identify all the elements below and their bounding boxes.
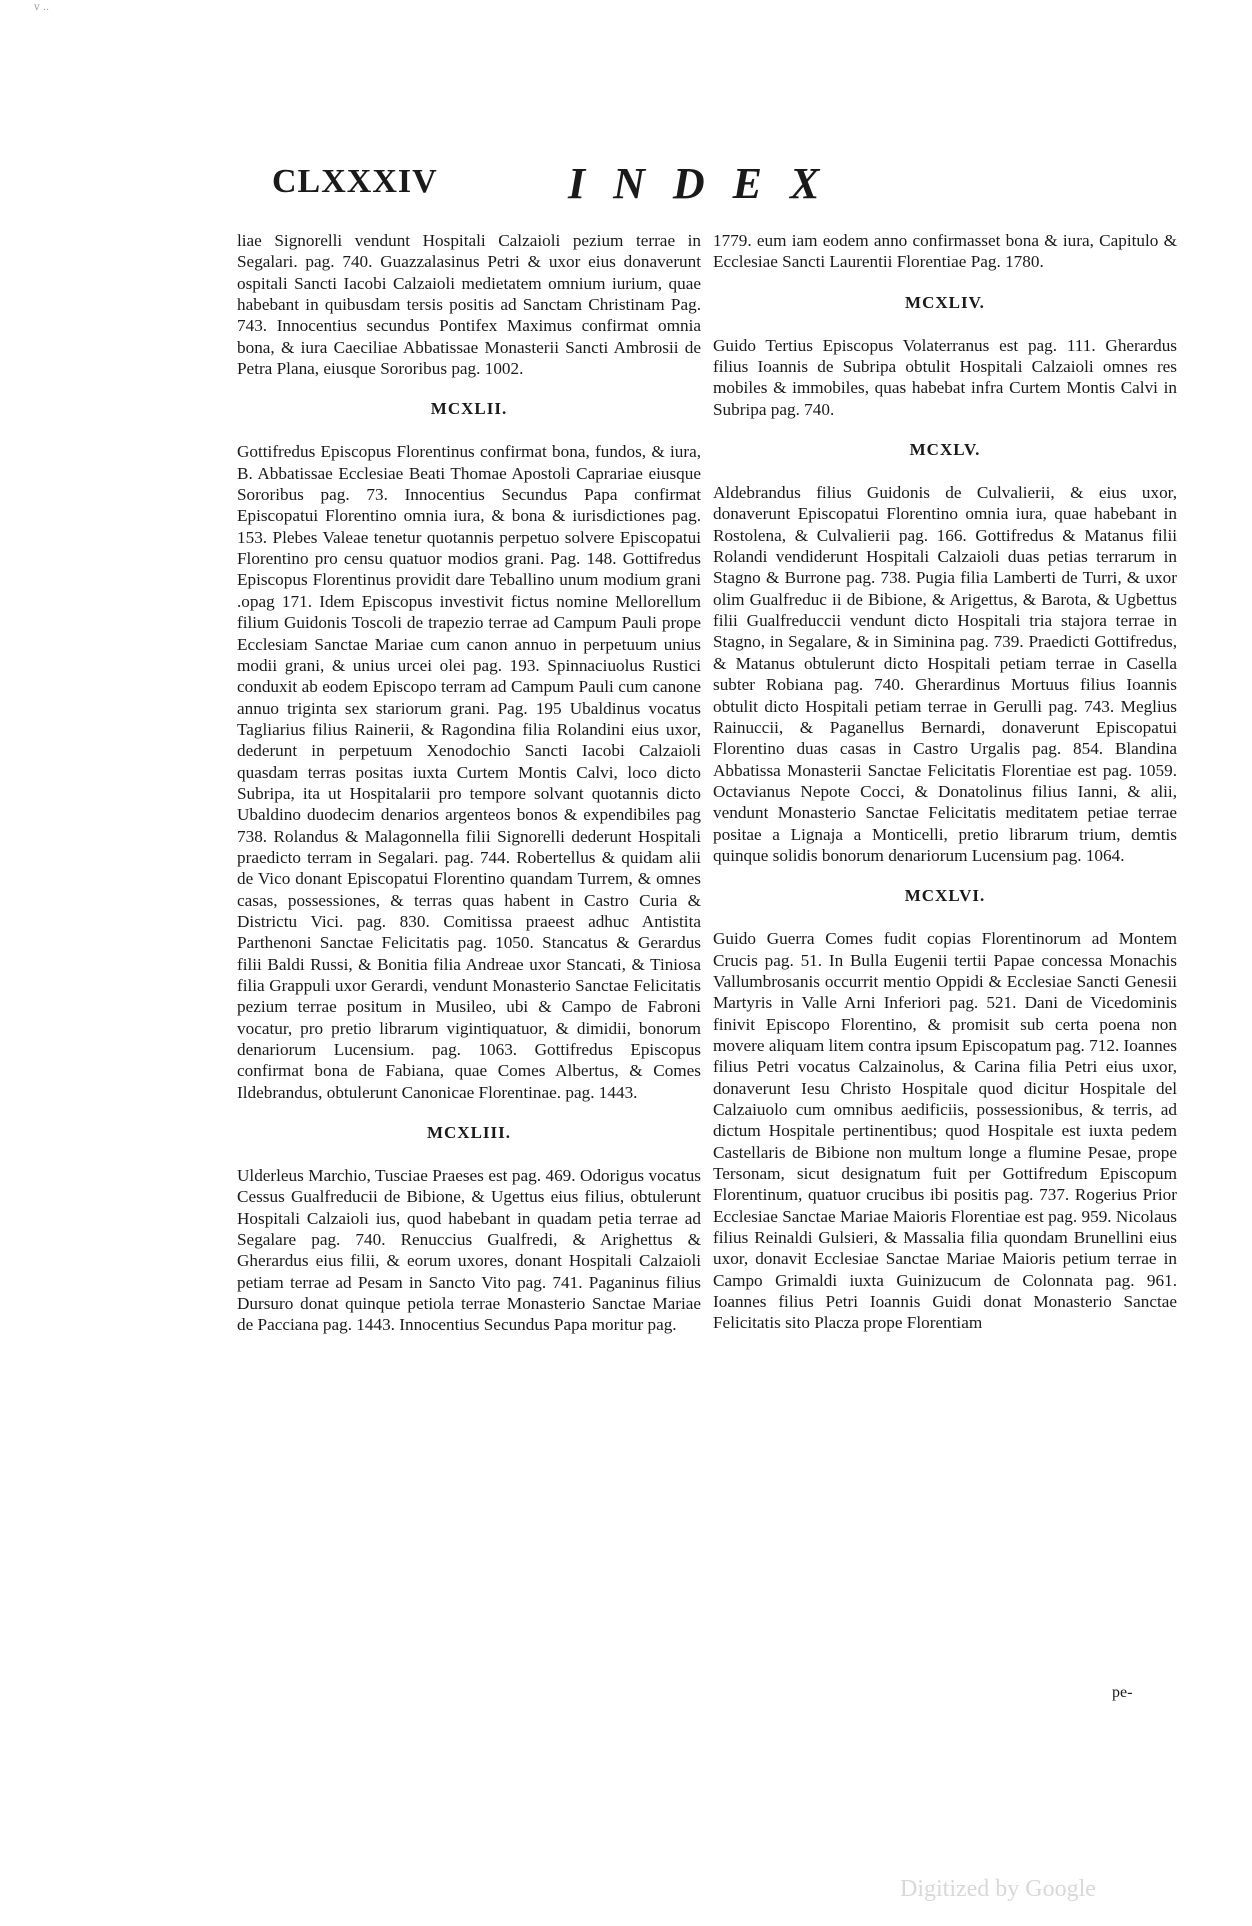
year-heading: MCXLV. — [909, 440, 981, 460]
paragraph: Guido Guerra Comes fudit copias Florentinorum ad Montem Crucis pag. 51. In Bulla Eugenii tertii Papae concessa Monachis Vallumbrosanis occurrit mentio Oppidi & Ecclesiae Sancti Genesii Martyris in Valle Arni Inferiori pag. 521. Dani de Vicedominis finivit Episcopo Florentino, & promisit sub certa poena non movere aliquam litem contra ipsum Episcopatum pag. 712. Ioannes filius Petri vocatus Calzainolus, & Carina filia Petri eius uxor, donaverunt Iesu Christo Hospitale quod dicitur Hospitale del Calzaiuolo cum omnibus aedificiis, possessionibus, & terris, ad dictum Hospitale pertinentibus; quod Hospitale est iuxta pedem Castellaris de Bibione non multum longe a flumine Pesae, prope Tersonam, sicut designatum fuit per Gottifredum Episcopum Florentinum, quatuor crucibus ibi positis pag. 737. Rogerius Prior Ecclesiae Sanctae Mariae Maioris Florentiae est pag. 959. Nicolaus filius Reinaldi Gulsieri, & Massalia filia quondam Brunellini eius uxor, donavit Ecclesiae Sanctae Mariae Maioris petium terrae in Campo Grimaldi iuxta Guinizucum de Colonnata pag. 961. Ioannes filius Petri Ioannis Guidi donat Monasterio Sanctae Felicitatis sito Placza prope Florentiam — [713, 929, 1177, 1333]
paragraph: liae Signorelli vendunt Hospitali Calzaioli pezium terrae in Segalari. pag. 740. Guazzalasinus Petri & uxor eius donaverunt ospitali Sancti Iacobi Calzaioli medietatem omnium iurium, quae habebant in quibusdam tersis positis ad Sanctam Christinam Pag. 743. Innocentius secundus Pontifex Maximus confirmat omnia bona, & iura Caeciliae Abbatissae Monasterii Sancti Ambrosii de Petra Plana, eiusque Sororibus pag. 1002. — [237, 231, 701, 379]
paragraph: Ulderleus Marchio, Tusciae Praeses est pag. 469. Odorigus vocatus Cessus Gualfreducii de Bibione, & Ugettus eius filius, obtulerunt Hospitali Calzaioli ius, quod habebant in quadam petia terrae ad Segalare pag. 740. Renuccius Gualfredi, & Arighettus & Gherardus eius filii, & eorum uxores, donant Hospitali Calzaioli petiam terrae ad Pesam in Sancto Vito pag. 741. Paganinus filius Dursuro donat quinque petiola terrae Monasterio Sanctae Mariae de Pacciana pag. 1443. Innocentius Secundus Papa moritur pag. — [237, 1166, 701, 1335]
paragraph: Gottifredus Episcopus Florentinus confirmat bona, fundos, & iura, B. Abbatissae Ecclesiae Beati Thomae Apostoli Caprariae eiusque Sororibus pag. 73. Innocentius Secundus Papa confirmat Episcopatui Florentino omnia iura, & bona & iurisdictiones pag. 153. Plebes Valeae tenetur quotannis perpetuo solvere Episcopatui Florentino pro censu quatuor modios grani. Pag. 148. Gottifredus Episcopus Florentinus providit dare Teballino unum modium grani .opag 171. Idem Episcopus investivit fictus nomine Mellorellum filium Guidonis Toscoli de trapezio terrae ad Campum Pauli prope Ecclesiam Sanctae Mariae cum canon annuo in perpetuum unius modii grani, & unius urcei olei pag. 193. Spinnaciuolus Rustici conduxit ab eodem Episcopo terram ad Campum Pauli cum canone annuo triginta sex stariorum grani. Pag. 195 Ubaldinus vocatus Tagliarius filius Rainerii, & Ragondina filia Rolandini eius uxor, dederunt in perpetuum Xenodochio Sancti Iacobi Calzaioli quasdam terras positas iuxta Curtem Montis Calvi, loco dicto Subripa, ita ut Hospitalarii pro tempore solvant quotannis dicto Ubaldino duodecim denarios argenteos bonos & expendibiles pag 738. Rolandus & Malagonnella filii Signorelli dederunt Hospitali praedicto terram in Segalari. pag. 744. Robertellus & quidam alii de Vico donant Episcopatui Florentino quandam Turrem, & omnes casas, possessiones, & terras quas habent in Castro Curia & Districtu Vici. pag. 830. Comitissa praeest adhuc Antistita Parthenoni Sanctae Felicitatis pag. 1050. Stancatus & Gerardus filii Baldi Russi, & Bonitia filia Andreae uxor Stancati, & Tiniosa filia Grappuli uxor Gerardi, vendunt Monasterio Sanctae Felicitatis pezium terrae positum in Musileo, ubi & Campo de Fabroni vocatur, pro pretio librarum vigintiquatuor, & dimidii, bonorum denariorum Lucensium. pag. 1063. Gottifredus Episcopus confirmat bona de Fabiana, quae Comes Albertus, & Comes Ildebrandus, obtulerunt Canonicae Florentinae. pag. 1443. — [237, 442, 701, 1102]
paragraph: Aldebrandus filius Guidonis de Culvalierii, & eius uxor, donaverunt Episcopatui Florentino omnia iura, quae habebant in Rostolena, & Culvalierii pag. 166. Gottifredus & Matanus filii Rolandi vendiderunt Hospitali Calzaioli duas petias terrarum in Stagno & Burrone pag. 738. Pugia filia Lamberti de Turri, & uxor olim Gualfreduc ii de Bibione, & Arigettus, & Barota, & Ugbettus filii Gualfreduccii vendunt dicto Hospitali tria stajora terrae in Stagno, in Segalare, & in Siminina pag. 739. Praedicti Gottifredus, & Matanus obtulerunt dicto Hospitali petiam terrae in Casella subter Robiana pag. 740. Gherardinus Mortuus filius Ioannis obtulit dicto Hospitali petiam terrae in Gerulli pag. 743. Meglius Rainuccii, & Paganellus Bernardi, donaverunt Episcopatui Florentino duas casas in Castro Urgalis pag. 854. Blandina Abbatissa Monasterii Sanctae Felicitatis Florentiae est pag. 1059. Octavianus Nepote Cocci, & Donatolinus filius Ianni, & alii, vendunt Monasterio Sanctae Felicitatis meditatem petiae terrae positae a Lignaja a Monticelli, pretio librarum trium, demtis quinque solidis bonorum denariorum Lucensium pag. 1064. — [713, 483, 1177, 865]
paragraph: Guido Tertius Episcopus Volaterranus est pag. 111. Gherardus filius Ioannis de Subripa obtulit Hospitali Calzaioli omnes res mobiles & immobiles, quas habebat infra Curtem Montis Calvi in Subripa pag. 740. — [713, 335, 1177, 419]
digitization-watermark: Digitized by Google — [900, 1876, 1096, 1902]
right-column — [713, 230, 1177, 1334]
running-title: INDEX — [568, 159, 848, 208]
left-column — [237, 230, 701, 1336]
year-heading: MCXLII. — [430, 399, 508, 419]
year-heading: MCXLVI. — [904, 886, 986, 906]
catchword: pe- — [1112, 1684, 1133, 1701]
year-heading: MCXLIV. — [905, 292, 985, 312]
page-number: CLXXXIV — [272, 163, 438, 200]
paragraph: 1779. eum iam eodem anno confirmasset bona & iura, Capitulo & Ecclesiae Sancti Laurentii Florentiae Pag. 1780. — [713, 231, 1177, 272]
corner-mark: v .. — [34, 2, 50, 13]
year-heading: MCXLIII. — [426, 1123, 512, 1143]
